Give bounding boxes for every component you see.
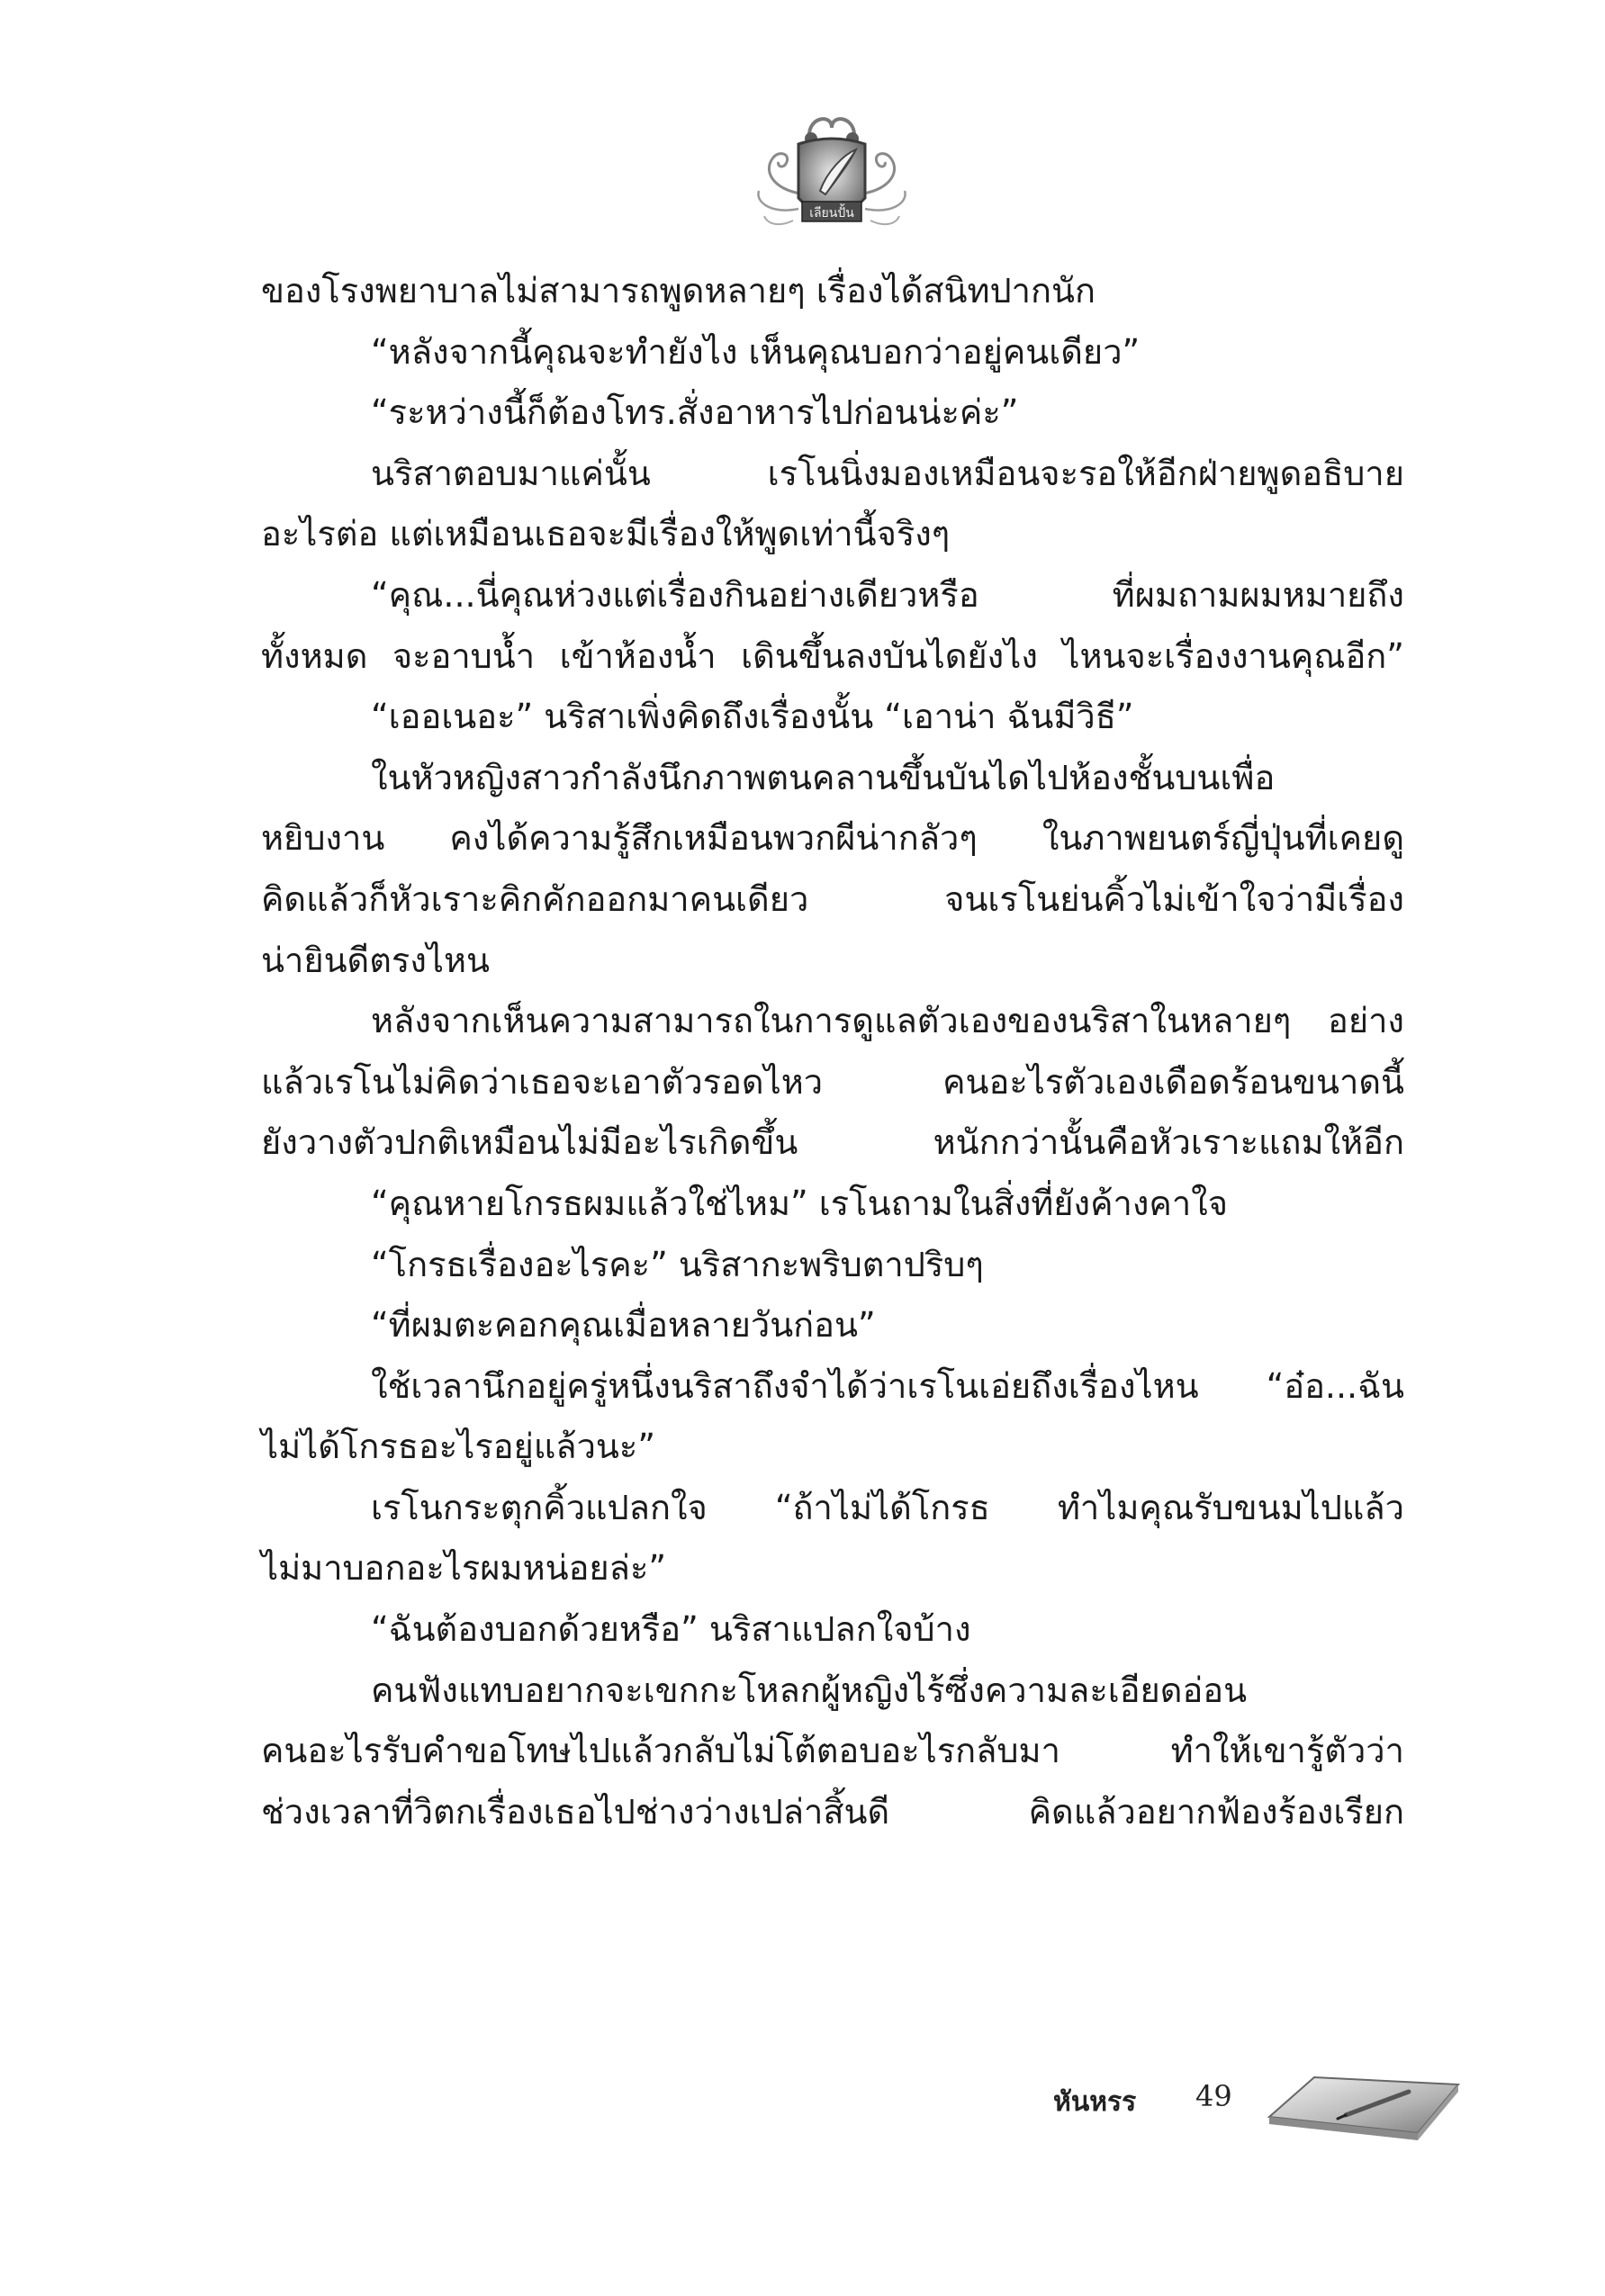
body-text: [261, 261, 1404, 1842]
pen-tablet-icon: [1251, 2061, 1467, 2151]
text-line: “คุณหายโกรธผมแล้วใช่ไหม” เรโนถามในสิ่งที่ยังค้างคาใจ: [371, 1183, 1229, 1223]
text-line: “ฉันต้องบอกด้วยหรือ” นริสาแปลกใจบ้าง: [371, 1609, 971, 1650]
text-line: แล้วเรโนไม่คิดว่าเธอจะเอาตัวรอดไหว คนอะไรตัวเองเดือดร้อนขนาดนี้: [261, 1061, 1404, 1102]
text-line: “คุณ...นี่คุณห่วงแต่เรื่องกินอย่างเดียวหรือ ที่ผมถามผมหมายถึง: [371, 574, 1404, 615]
text-line: อะไรต่อ แต่เหมือนเธอจะมีเรื่องให้พูดเท่านี้จริงๆ: [261, 514, 951, 554]
text-line: ของโรงพยาบาลไม่สามารถพูดหลายๆ เรื่องได้สนิทปากนัก: [261, 271, 1096, 311]
page-number: 49: [1195, 2079, 1232, 2113]
text-line: คนฟังแทบอยากจะเขกกะโหลกผู้หญิงไร้ซึ่งความละเอียดอ่อน: [371, 1670, 1248, 1710]
text-line: “ระหว่างนี้ก็ต้องโทร.สั่งอาหารไปก่อนน่ะค่ะ”: [371, 392, 1019, 433]
text-line: หลังจากเห็นความสามารถในการดูแลตัวเองของนริสาในหลายๆ อย่าง: [371, 1001, 1404, 1041]
book-title: หันหรร: [1053, 2086, 1137, 2118]
text-line: “เออเนอะ” นริสาเพิ่งคิดถึงเรื่องนั้น “เอาน่า ฉันมีวิธี”: [371, 697, 1134, 737]
text-line: น่ายินดีตรงไหน: [261, 940, 491, 980]
text-line: “หลังจากนี้คุณจะทำยังไง เห็นคุณบอกว่าอยู่คนเดียว”: [371, 331, 1141, 372]
text-line: หยิบงาน คงได้ความรู้สึกเหมือนพวกผีน่ากลัวๆ ในภาพยนตร์ญี่ปุ่นที่เคยดู: [261, 818, 1404, 859]
text-line: “โกรธเรื่องอะไรคะ” นริสากะพริบตาปริบๆ: [371, 1244, 984, 1284]
text-line: ทั้งหมด จะอาบน้ำ เข้าห้องน้ำ เดินขึ้นลงบันไดยังไง ไหนจะเรื่องงานคุณอีก”: [261, 635, 1404, 676]
text-line: เรโนกระตุกคิ้วแปลกใจ “ถ้าไม่ได้โกรธ ทำไมคุณรับขนมไปแล้ว: [371, 1487, 1404, 1527]
emblem-text: เลียนปั้น: [809, 206, 854, 221]
text-line: ใช้เวลานึกอยู่ครู่หนึ่งนริสาถึงจำได้ว่าเรโนเอ่ยถึงเรื่องไหน “อ๋อ...ฉัน: [371, 1365, 1404, 1406]
page-footer: [1017, 2061, 1485, 2160]
ornate-crest-icon: [746, 108, 917, 243]
text-line: คิดแล้วก็หัวเราะคิกคักออกมาคนเดียว จนเรโนย่นคิ้วไม่เข้าใจว่ามีเรื่อง: [261, 878, 1404, 919]
text-line: ไม่มาบอกอะไรผมหน่อยล่ะ”: [261, 1548, 667, 1589]
text-line: คนอะไรรับคำขอโทษไปแล้วกลับไม่โต้ตอบอะไรกลับมา ทำให้เขารู้ตัวว่า: [261, 1731, 1404, 1771]
text-line: ช่วงเวลาที่วิตกเรื่องเธอไปช่างว่างเปล่าสิ้นดี คิดแล้วอยากฟ้องร้องเรียก: [261, 1791, 1404, 1832]
text-line: “ที่ผมตะคอกคุณเมื่อหลายวันก่อน”: [371, 1305, 876, 1346]
text-line: ในหัวหญิงสาวกำลังนึกภาพตนคลานขึ้นบันไดไปห้องชั้นบนเพื่อ: [371, 757, 1276, 797]
text-line: ยังวางตัวปกติเหมือนไม่มีอะไรเกิดขึ้น หนักกว่านั้นคือหัวเราะแถมให้อีก: [261, 1122, 1404, 1163]
text-line: ไม่ได้โกรธอะไรอยู่แล้วนะ”: [261, 1427, 656, 1467]
text-line: นริสาตอบมาแค่นั้น เรโนนิ่งมองเหมือนจะรอให้อีกฝ่ายพูดอธิบาย: [371, 453, 1404, 493]
